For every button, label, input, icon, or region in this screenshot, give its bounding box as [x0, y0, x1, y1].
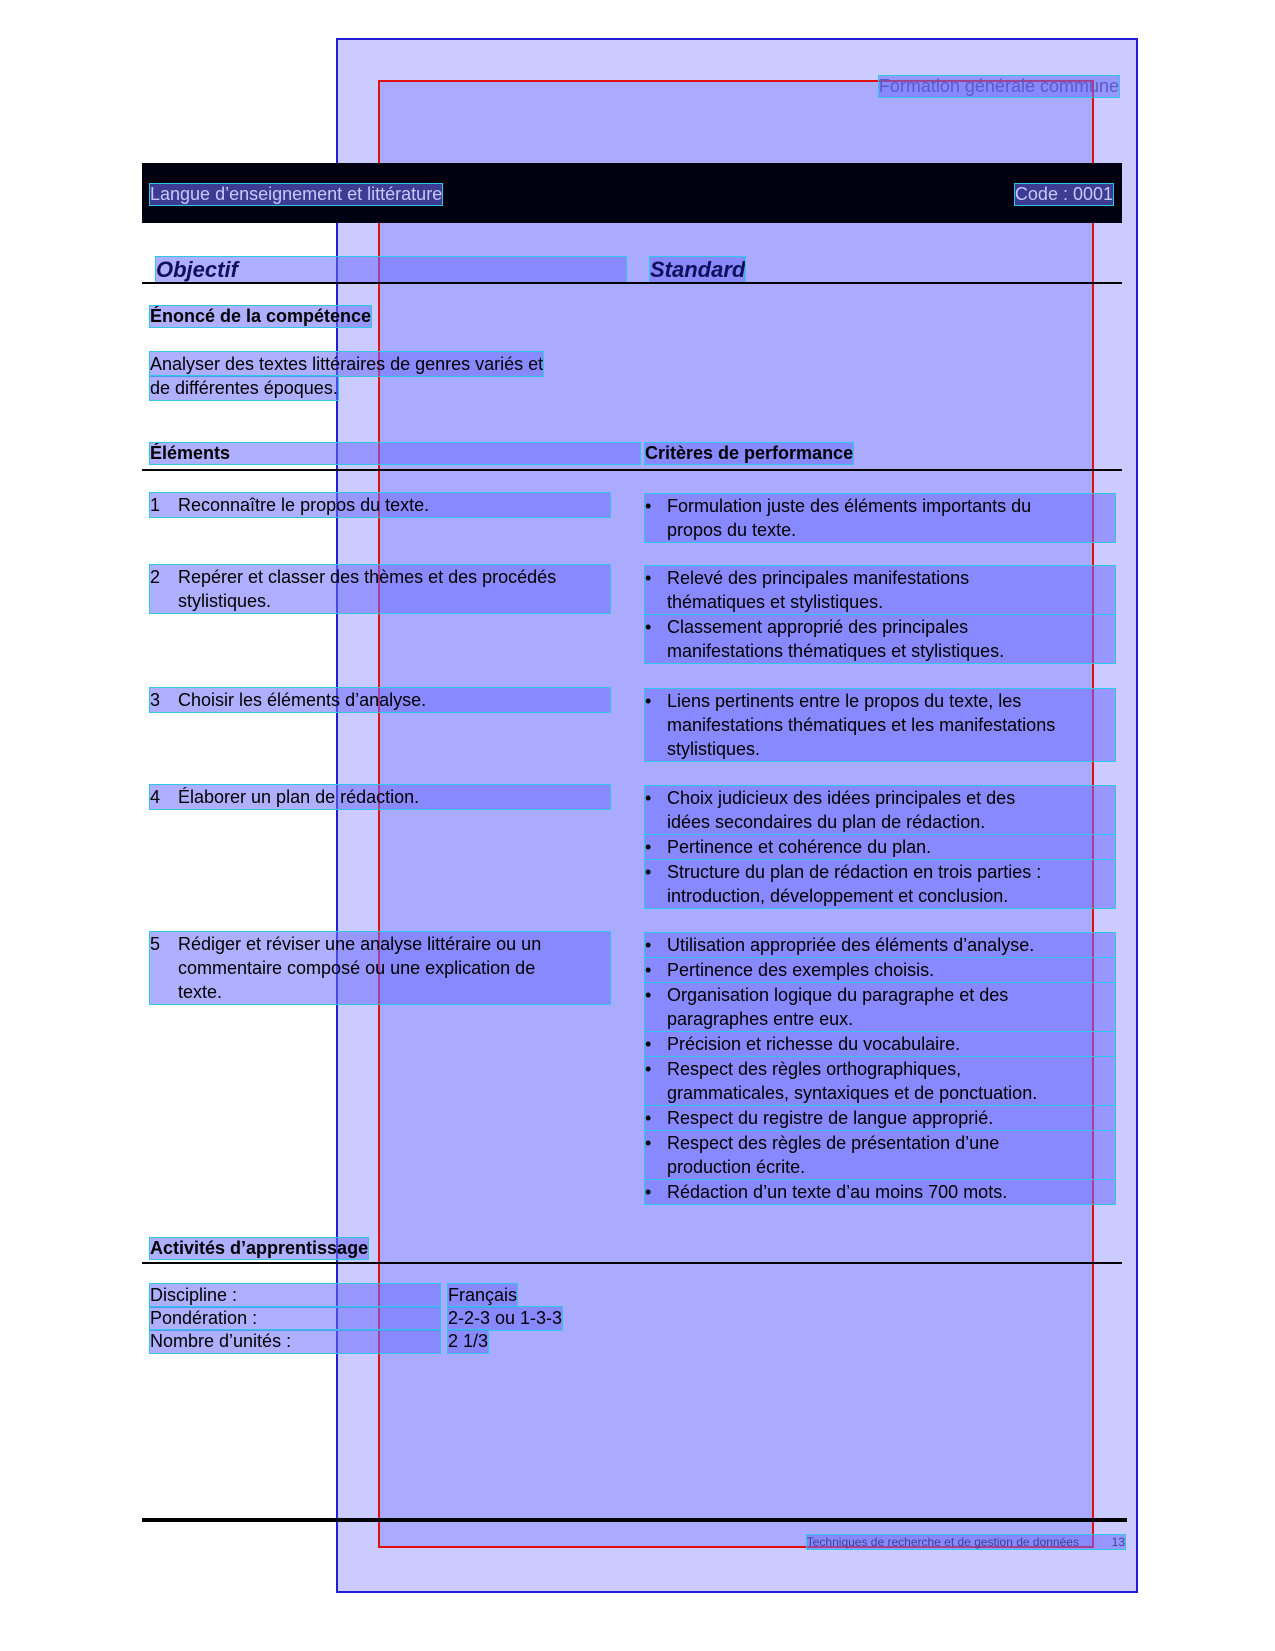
- criterion: • Respect des règles orthographiques, grammaticales, syntaxiques et de ponctuation.: [645, 1057, 1115, 1105]
- criterion: • Utilisation appropriée des éléments d’analyse.: [645, 933, 1115, 957]
- ponderation-value: 2-2-3 ou 1-3-3: [448, 1308, 563, 1328]
- criterion: • Liens pertinents entre le propos du texte, les manifestations thématiques et les manifestations stylistiques.: [645, 689, 1115, 761]
- element-text: Rédiger et réviser une analyse littéraire ou un commentaire composé ou une explication de texte.: [178, 934, 542, 1002]
- divider: [142, 1262, 1122, 1264]
- footer-program: Techniques de recherche et de gestion de données: [806, 1535, 1079, 1549]
- element-item: [150, 493, 610, 517]
- criterion: • Choix judicieux des idées principales et des idées secondaires du plan de rédaction.: [645, 786, 1115, 834]
- element-item: [150, 932, 610, 1004]
- criterion: • Rédaction d’un texte d’au moins 700 mots.: [645, 1180, 1115, 1204]
- discipline-value: Français: [448, 1285, 518, 1305]
- element-number: 5: [150, 934, 161, 954]
- criterion: • Respect des règles de présentation d’une production écrite.: [645, 1131, 1115, 1179]
- criterion: • Formulation juste des éléments importants du propos du texte.: [645, 494, 1115, 542]
- element-number: 1: [150, 495, 161, 515]
- element-item: [150, 688, 610, 712]
- units-label: Nombre d’unités :: [150, 1330, 440, 1353]
- program-label: Formation générale commune: [878, 76, 1119, 96]
- course-title: Langue d’enseignement et littérature: [150, 184, 443, 204]
- criterion: • Structure du plan de rédaction en trois parties : introduction, développement et conclusion.: [645, 860, 1115, 908]
- criterion: • Organisation logique du paragraphe et des paragraphes entre eux.: [645, 983, 1115, 1031]
- criterion: • Pertinence et cohérence du plan.: [645, 835, 1115, 859]
- criterion: • Respect du registre de langue approprié.: [645, 1106, 1115, 1130]
- divider: [142, 282, 1122, 284]
- element-text: Repérer et classer des thèmes et des procédés stylistiques.: [178, 567, 557, 611]
- element-number: 3: [150, 690, 161, 710]
- activities-heading: Activités d’apprentissage: [150, 1238, 369, 1258]
- competence-line: de différentes époques.: [150, 378, 338, 398]
- course-code: Code : 0001: [1014, 184, 1113, 204]
- units-value: 2 1/3: [448, 1331, 489, 1351]
- criteria-group-5: [645, 933, 1115, 1205]
- objectif-heading: Objectif: [156, 257, 626, 283]
- element-item: [150, 565, 610, 613]
- element-text: Élaborer un plan de rédaction.: [178, 787, 420, 807]
- criteria-group-4: [645, 786, 1115, 909]
- criteria-heading: Critères de performance: [645, 443, 854, 463]
- page-number: 13: [1111, 1535, 1125, 1549]
- criterion: • Pertinence des exemples choisis.: [645, 958, 1115, 982]
- criteria-group-2: [645, 566, 1115, 664]
- footer-divider: [142, 1518, 1127, 1522]
- ponderation-label: Pondération :: [150, 1307, 440, 1330]
- element-number: 4: [150, 787, 161, 807]
- standard-heading: Standard: [650, 257, 746, 282]
- competence-line: Analyser des textes littéraires de genres variés et: [150, 354, 544, 374]
- criterion: • Relevé des principales manifestations thématiques et stylistiques.: [645, 566, 1115, 614]
- element-text: Reconnaître le propos du texte.: [178, 495, 430, 515]
- competence-heading: Énoncé de la compétence: [150, 306, 372, 326]
- element-text: Choisir les éléments d’analyse.: [178, 690, 427, 710]
- criteria-group-1: [645, 494, 1115, 543]
- elements-heading: Éléments: [150, 443, 640, 464]
- discipline-label: Discipline :: [150, 1284, 440, 1307]
- footer-label: [807, 1535, 1125, 1549]
- criteria-group-3: [645, 689, 1115, 762]
- criterion: • Classement approprié des principales manifestations thématiques et stylistiques.: [645, 615, 1115, 663]
- criterion: • Précision et richesse du vocabulaire.: [645, 1032, 1115, 1056]
- divider: [142, 469, 1122, 471]
- competence-text: [150, 352, 543, 400]
- element-number: 2: [150, 567, 161, 587]
- element-item: [150, 785, 610, 809]
